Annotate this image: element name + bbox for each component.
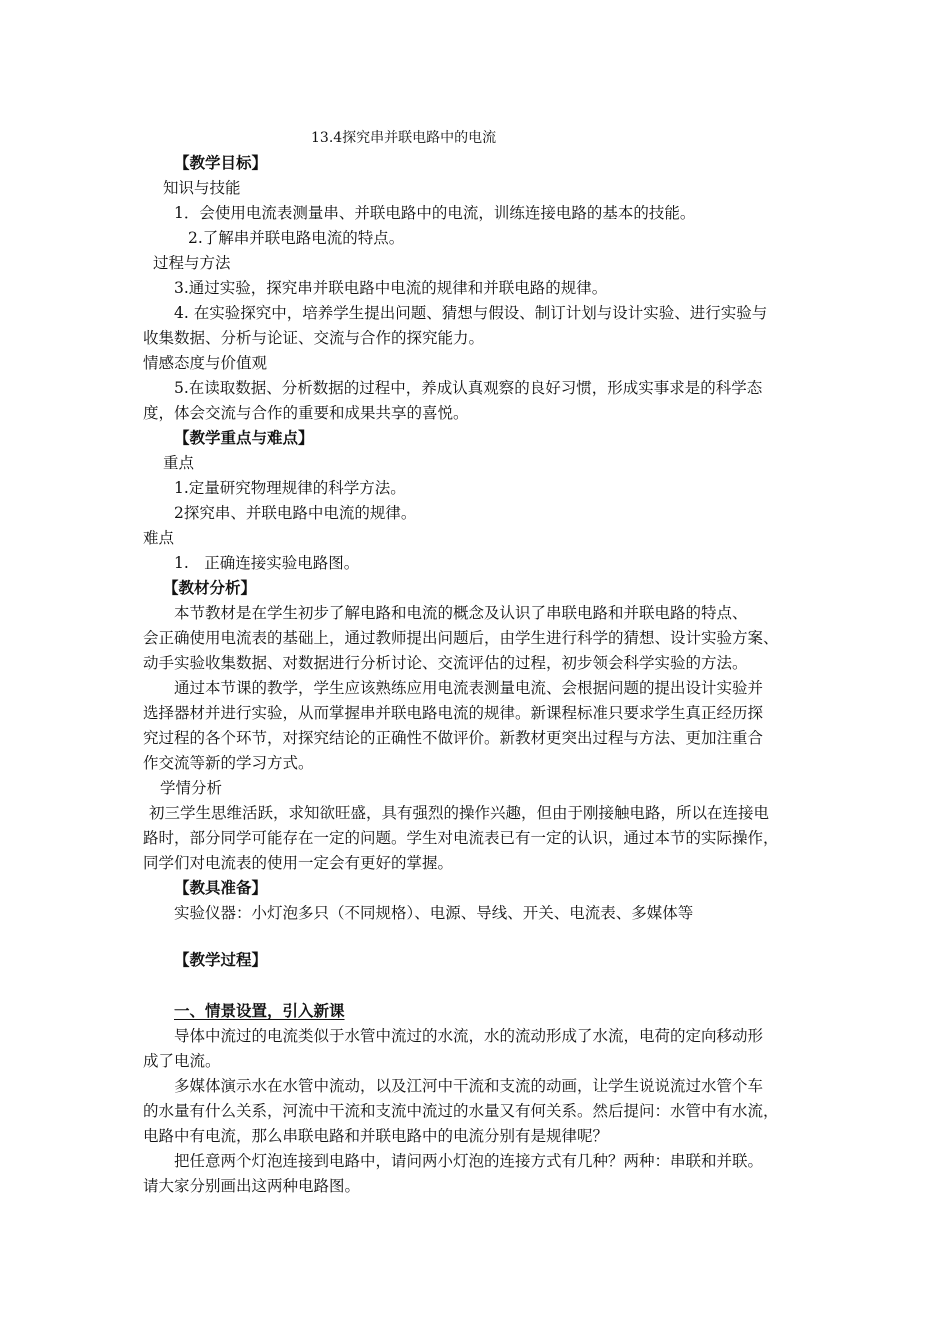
objective-5-line-1: 5.在读取数据、分析数据的过程中，养成认真观察的良好习惯，形成实事求是的科学态	[174, 379, 763, 397]
section-1-para1-line1: 导体中流过的电流类似于水管中流过的水流，水的流动形成了水流，电荷的定向移动形	[174, 1027, 764, 1045]
objectives-heading: 【教学目标】	[174, 154, 268, 172]
section-1-para2-line3: 电路中有电流，那么串联电路和并联电路中的电流分别有是规律呢？	[143, 1127, 609, 1145]
page-title: 13.4探究串并联电路中的电流	[311, 130, 497, 146]
process-method-heading: 过程与方法	[153, 254, 231, 272]
analysis-para1-line3: 动手实验收集数据、对数据进行分析讨论、交流评估的过程，初步领会科学实验的方法。	[143, 654, 748, 672]
objective-4-line-2: 收集数据、分析与论证、交流与合作的探究能力。	[143, 329, 485, 347]
equipment-list: 实验仪器：小灯泡多只（不同规格）、电源、导线、开关、电流表、多媒体等	[174, 904, 694, 922]
analysis-para1-line1: 本节教材是在学生初步了解电路和电流的概念及认识了串联电路和并联电路的特点、	[174, 604, 748, 622]
key-point-1: 1.定量研究物理规律的科学方法。	[174, 479, 406, 497]
analysis-para2-line2: 选择器材并进行实验，从而掌握串并联电路电流的规律。新课程标准只要求学生真正经历探	[143, 704, 764, 722]
analysis-para2-line3: 究过程的各个环节，对探究结论的正确性不做评价。新教材更突出过程与方法、更加注重合	[143, 729, 764, 747]
analysis-para2-line1: 通过本节课的教学，学生应该熟练应用电流表测量电流、会根据问题的提出设计实验并	[174, 679, 764, 697]
learner-analysis-line1: 初三学生思维活跃，求知欲旺盛，具有强烈的操作兴趣，但由于刚接触电路，所以在连接电	[149, 804, 770, 822]
section-1-para1-line2: 成了电流。	[143, 1052, 221, 1070]
analysis-heading: 【教材分析】	[163, 579, 257, 597]
teaching-process-heading: 【教学过程】	[174, 951, 268, 969]
analysis-para1-line2: 会正确使用电流表的基础上，通过教师提出问题后，由学生进行科学的猜想、设计实验方案、	[143, 629, 779, 647]
learner-analysis-heading: 学情分析	[160, 779, 223, 797]
analysis-para2-line4: 作交流等新的学习方式。	[143, 754, 314, 772]
section-1-para3-line1: 把任意两个灯泡连接到电路中，请问两小灯泡的连接方式有几种？两种：串联和并联。	[174, 1152, 764, 1170]
objective-1: 1．会使用电流表测量串、并联电路中的电流，训练连接电路的基本的技能。	[174, 204, 696, 222]
objective-4-line-1: 4. 在实验探究中，培养学生提出问题、猜想与假设、制订计划与设计实验、进行实验与	[174, 304, 768, 322]
section-1-para3-line2: 请大家分别画出这两种电路图。	[143, 1177, 361, 1195]
learner-analysis-line2: 路时，部分同学可能存在一定的问题。学生对电流表已有一定的认识，通过本节的实际操作，	[143, 829, 779, 847]
section-1-para2-line1: 多媒体演示水在水管中流动，以及江河中干流和支流的动画，让学生说说流过水管个车	[174, 1077, 764, 1095]
section-1-para2-line2: 的水量有什么关系，河流中干流和支流中流过的水量又有何关系。然后提问：水管中有水流，	[143, 1102, 779, 1120]
key-point-2: 2探究串、并联电路中电流的规律。	[174, 504, 417, 522]
emotion-values-heading: 情感态度与价值观	[143, 354, 268, 372]
key-subheading: 重点	[163, 454, 195, 472]
equipment-heading: 【教具准备】	[174, 879, 268, 897]
difficulty-subheading: 难点	[143, 529, 175, 547]
key-points-heading: 【教学重点与难点】	[174, 429, 314, 447]
objective-5-line-2: 度，体会交流与合作的重要和成果共享的喜悦。	[143, 404, 469, 422]
knowledge-skills-heading: 知识与技能	[163, 179, 241, 197]
objective-2: 2.了解串并联电路电流的特点。	[188, 229, 405, 247]
section-1-heading: 一、情景设置，引入新课	[174, 1002, 345, 1020]
objective-3: 3.通过实验，探究串并联电路中电流的规律和并联电路的规律。	[174, 279, 608, 297]
learner-analysis-line3: 同学们对电流表的使用一定会有更好的掌握。	[143, 854, 454, 872]
difficulty-1: 1. 正确连接实验电路图。	[174, 554, 360, 572]
